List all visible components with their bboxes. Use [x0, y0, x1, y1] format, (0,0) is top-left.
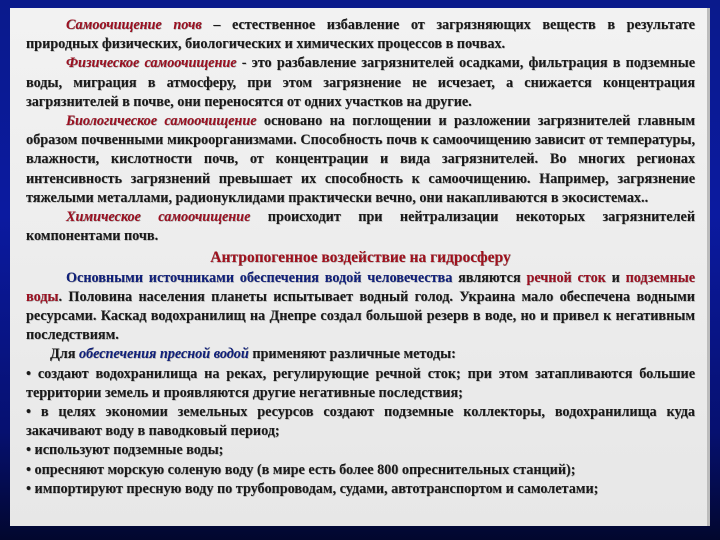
paragraph-soil-self-purification — [26, 16, 695, 54]
paragraph-biological — [26, 112, 695, 208]
connector-text: являются — [452, 269, 527, 286]
term-physical: Физическое самоочищение — [66, 55, 237, 72]
connector-text: и — [605, 269, 626, 286]
intro-prefix: Для — [50, 346, 79, 363]
paragraph-text: основано на поглощении и разложении загрязнителей главным образом почвенными микроорганизмами. Способность почв к самоочищению зависит от температуры, влажности, кислотности почв, от концентрации и вида загрязнителей. Во многих регионах интенсивность загрязнений превышает их способность к самоочищению. Например, загрязнение тяжелыми металлами, радионуклидами практически вечно, они накапливаются в экосистемах.. — [26, 113, 696, 206]
term-river-flow: речной сток — [526, 269, 606, 286]
term-groundwater: подземные воды — [26, 269, 695, 305]
paragraph-text: применяют различные методы: — [248, 346, 456, 363]
term-fresh-water-supply: обеспечения пресной водой — [78, 346, 249, 363]
paragraph-text: . Половина населения планеты испытывает водный голод. Украина мало обеспечена водными ресурсами. Каскад водохранилищ на Днепре создал большой резерв в воде, но и привел к негативным последствиям. — [26, 288, 695, 344]
paragraph-text: происходит при нейтрализации некоторых загрязнителей компонентами почв. — [26, 209, 695, 245]
term-soil-self-purification: Самоочищение почв — [66, 17, 202, 33]
text-panel — [10, 8, 710, 526]
term-biological: Биологическое самоочищение — [66, 113, 257, 130]
paragraph-chemical — [26, 208, 695, 246]
list-item: • в целях экономии земельных ресурсов создают подземные коллекторы, водохранилища куда закачивают воду в паводковый период; — [26, 404, 695, 440]
list-item: • импортируют пресную воду по трубопроводам, судами, автотранспортом и самолетами; — [26, 480, 599, 497]
paragraph-text: - это разбавление загрязнителей осадками, фильтрация в подземные воды, миграция в атмосферу, при этом загрязнение не исчезает, а снижается концентрация загрязнителей в почве, они переносятся от одних участков на другие. — [26, 55, 695, 110]
paragraph-physical — [26, 54, 695, 112]
paragraph-methods-intro — [26, 345, 695, 364]
list-item: • используют подземные воды; — [26, 442, 224, 459]
lead-phrase: Основными источниками обеспечения водой человечества — [66, 269, 453, 286]
paragraph-water-sources — [26, 269, 695, 346]
paragraph-text: – естественное избавление от загрязняющих веществ в результате природных физических, биологических и химических процессов в почвах. — [26, 17, 695, 53]
list-item: • создают водохранилища на реках, регулирующие речной сток; при этом затапливаются большие территории земель и проявляются другие негативные последствия; — [26, 365, 695, 401]
list-item: • опресняют морскую соленую воду (в мире есть более 800 опреснительных станций); — [26, 461, 576, 478]
section-heading: Антропогенное воздействие на гидросферу — [210, 249, 511, 267]
term-chemical: Химическое самоочищение — [66, 209, 251, 226]
